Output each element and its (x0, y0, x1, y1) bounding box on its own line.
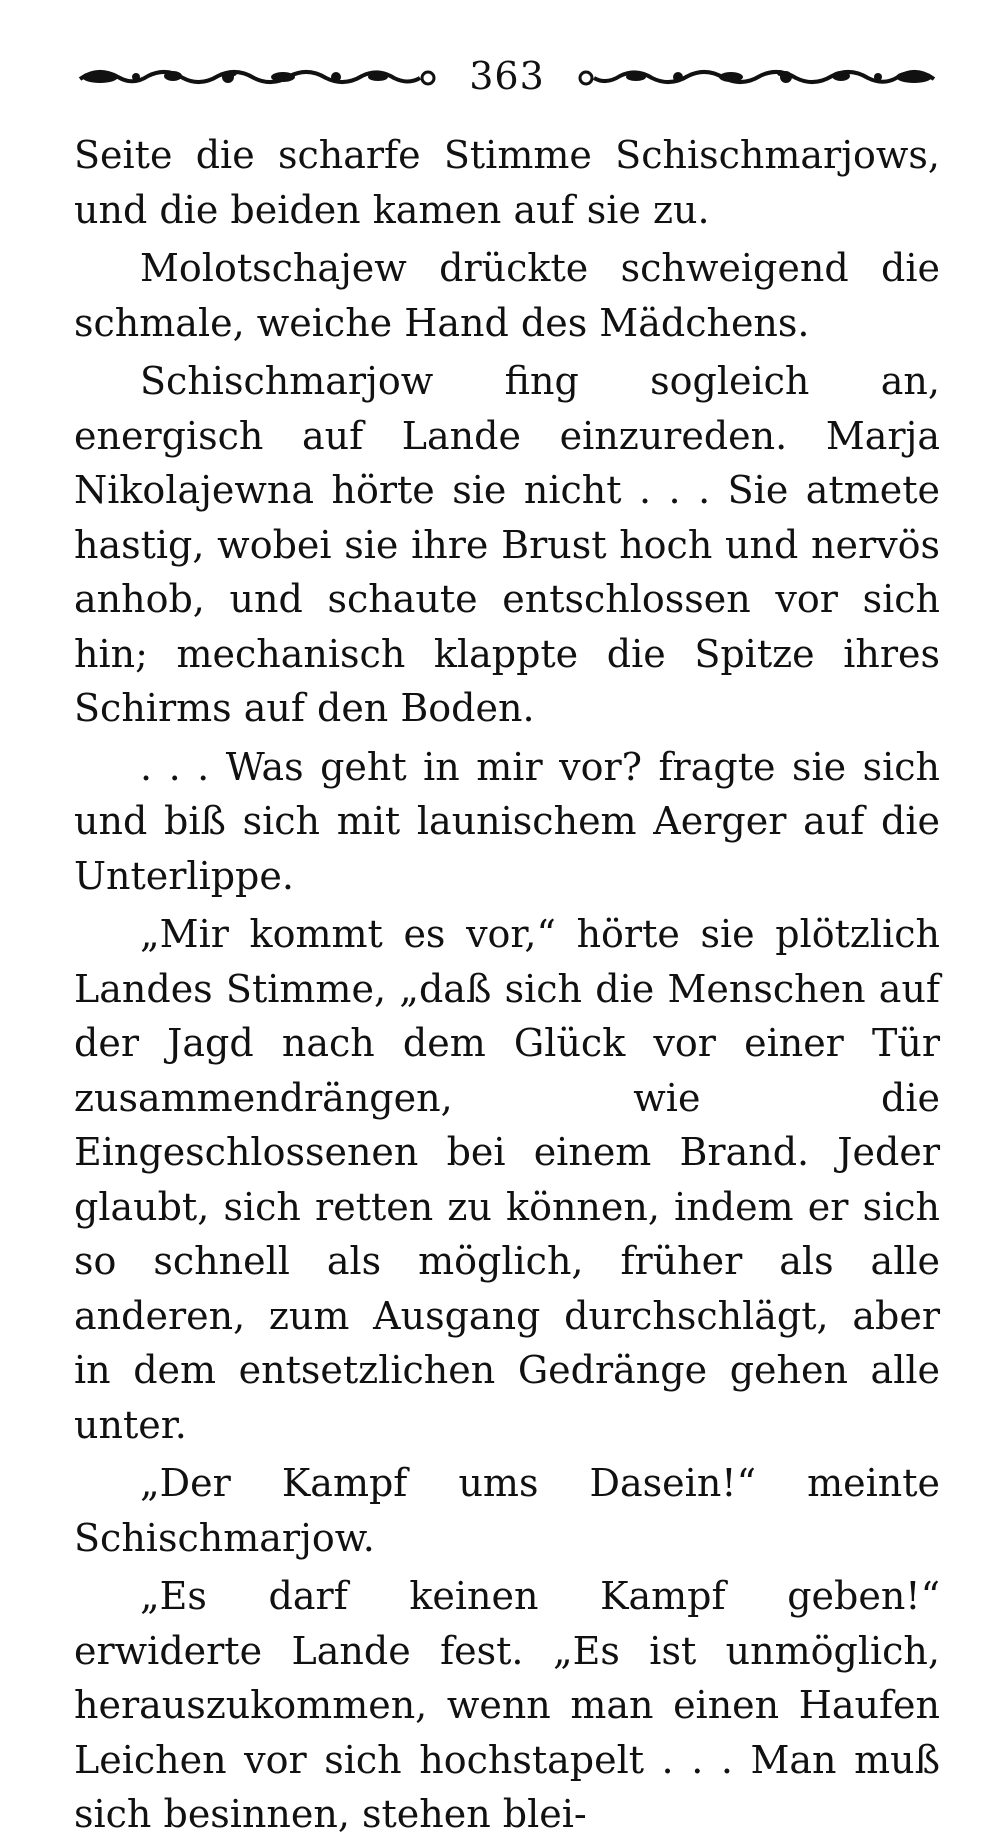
paragraph-7: „Es darf keinen Kampf geben!“ erwiderte Lande fest. „Es ist unmöglich, herauszukommen, wenn man einen Haufen Leichen vor sich hochstapelt . . . Man muß sich besinnen, stehen blei- (74, 1574, 940, 1836)
paragraph-3: Schischmarjow fing sogleich an, energisch auf Lande einzureden. Marja Nikolajewna hörte sie nicht . . . Sie atmete hastig, wobei sie ihre Brust hoch und nervös anhob, und schaute entschlossen vor sich hin; mechanisch klappte die Spitze ihres Schirms auf den Boden. (74, 359, 940, 730)
paragraph-2: Molotschajew drückte schweigend die schmale, weiche Hand des Mädchens. (74, 246, 940, 345)
paragraph-6: „Der Kampf ums Dasein!“ meinte Schischmarjow. (74, 1461, 940, 1560)
paragraph-1: Seite die scharfe Stimme Schischmarjows, und die beiden kamen auf sie zu. (74, 133, 940, 232)
page-header (78, 54, 936, 98)
paragraph-5: „Mir kommt es vor,“ hörte sie plötzlich Landes Stimme, „daß sich die Menschen auf der Jagd nach dem Glück vor einer Tür zusammendrängen, wie die Eingeschlossenen bei einem Brand. Jeder glaubt, sich retten zu können, indem er sich so schnell als möglich, früher als alle anderen, zum Ausgang durchschlägt, aber in dem entsetzlichen Gedränge gehen alle unter. (74, 912, 940, 1447)
page-number: 363 (469, 54, 545, 98)
paragraph-4: . . . Was geht in mir vor? fragte sie sich und biß sich mit launischem Aerger auf die Unterlippe. (74, 744, 940, 898)
body-text (74, 128, 940, 1842)
right-vine-ornament-icon (576, 64, 936, 90)
